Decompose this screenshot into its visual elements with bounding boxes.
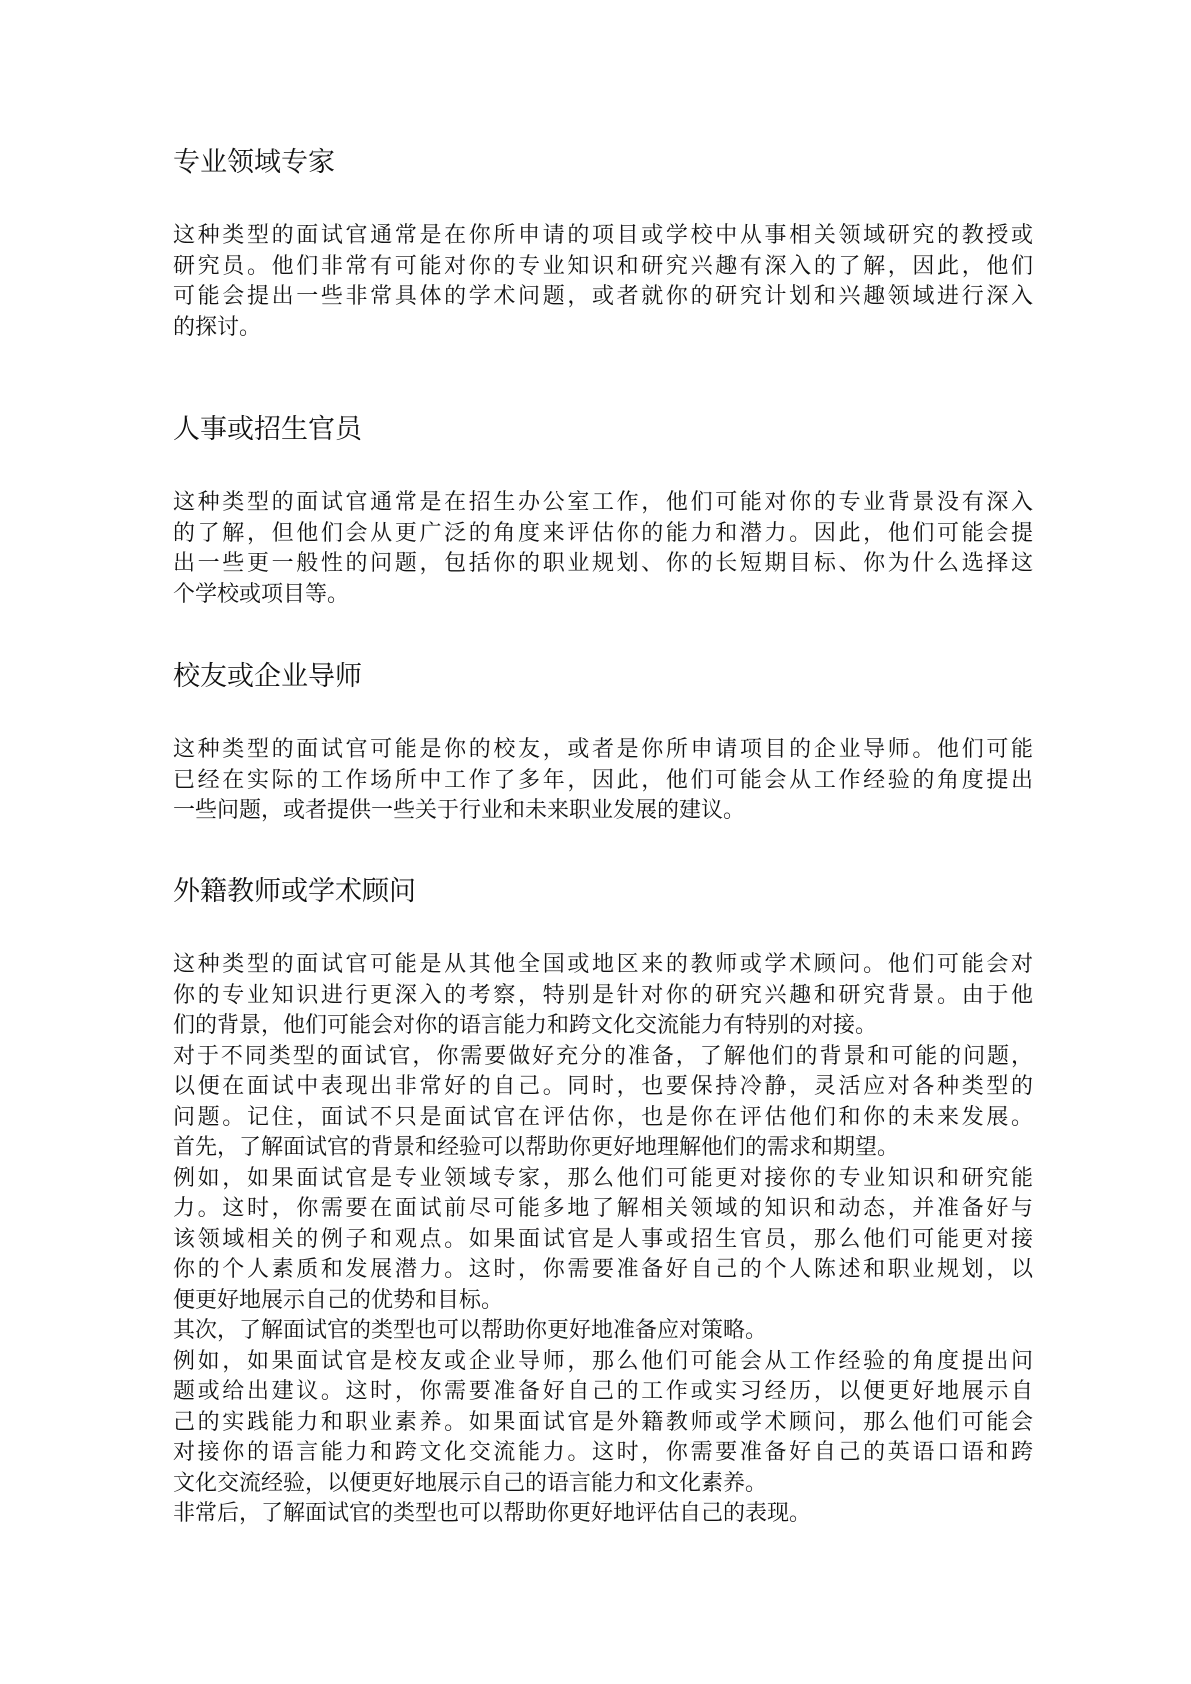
text-line: 文化交流经验，以便更好地展示自己的语言能力和文化素养。 <box>173 1470 768 1496</box>
text-line: 例如，如果面试官是校友或企业导师，那么他们可能会从工作经验的角度提出问 <box>173 1348 1033 1374</box>
text-line: 你的专业知识进行更深入的考察，特别是针对你的研究兴趣和研究背景。由于他 <box>173 982 1033 1008</box>
text-line: 你的个人素质和发展潜力。这时，你需要准备好自己的个人陈述和职业规划，以 <box>173 1257 1033 1282</box>
text-line: 非常后，了解面试官的类型也可以帮助你更好地评估自己的表现。 <box>173 1501 812 1526</box>
section-heading-admissions: 人事或招生官员 <box>173 414 362 445</box>
section-paragraph-admissions <box>173 488 1033 610</box>
text-line: 例如，如果面试官是专业领域专家，那么他们可能更对接你的专业知识和研究能 <box>173 1165 1033 1191</box>
text-line: 力。这时，你需要在面试前尽可能多地了解相关领域的知识和动态，并准备好与 <box>173 1196 1033 1221</box>
section-paragraph-foreign-advisor <box>173 950 1033 1530</box>
text-line: 对接你的语言能力和跨文化交流能力。这时，你需要准备好自己的英语口语和跨 <box>173 1440 1033 1465</box>
section-paragraph-specialist <box>173 221 1033 343</box>
text-line: 已经在实际的工作场所中工作了多年，因此，他们可能会从工作经验的角度提出 <box>173 767 1033 793</box>
text-line: 的探讨。 <box>173 314 262 340</box>
text-line: 一些问题，或者提供一些关于行业和未来职业发展的建议。 <box>173 798 746 823</box>
section-heading-alumni: 校友或企业导师 <box>173 661 362 692</box>
text-line: 这种类型的面试官通常是在你所申请的项目或学校中从事相关领域研究的教授或 <box>173 223 1033 248</box>
text-line: 首先，了解面试官的背景和经验可以帮助你更好地理解他们的需求和期望。 <box>173 1135 900 1160</box>
text-line: 己的实践能力和职业素养。如果面试官是外籍教师或学术顾问，那么他们可能会 <box>173 1409 1033 1435</box>
text-line: 便更好地展示自己的优势和目标。 <box>173 1287 504 1313</box>
text-line: 可能会提出一些非常具体的学术问题，或者就你的研究计划和兴趣领域进行深入 <box>173 284 1033 309</box>
text-line: 其次，了解面试官的类型也可以帮助你更好地准备应对策略。 <box>173 1318 768 1343</box>
section-heading-specialist: 专业领域专家 <box>173 147 335 178</box>
text-line: 这种类型的面试官通常是在招生办公室工作，他们可能对你的专业背景没有深入 <box>173 490 1033 515</box>
section-paragraph-alumni <box>173 735 1033 827</box>
text-line: 个学校或项目等。 <box>173 581 350 607</box>
text-line: 的了解，但他们会从更广泛的角度来评估你的能力和潜力。因此，他们可能会提 <box>173 520 1033 546</box>
text-line: 们的背景，他们可能会对你的语言能力和跨文化交流能力有特别的对接。 <box>173 1013 878 1038</box>
text-line: 以便在面试中表现出非常好的自己。同时，也要保持冷静，灵活应对各种类型的 <box>173 1074 1033 1099</box>
text-line: 问题。记住，面试不只是面试官在评估你，也是你在评估他们和你的未来发展。 <box>173 1104 1033 1130</box>
text-line: 研究员。他们非常有可能对你的专业知识和研究兴趣有深入的了解，因此，他们 <box>173 253 1033 279</box>
section-heading-foreign-advisor: 外籍教师或学术顾问 <box>173 876 416 907</box>
text-line: 这种类型的面试官可能是从其他全国或地区来的教师或学术顾问。他们可能会对 <box>173 952 1033 977</box>
text-line: 这种类型的面试官可能是你的校友，或者是你所申请项目的企业导师。他们可能 <box>173 737 1033 762</box>
text-line: 题或给出建议。这时，你需要准备好自己的工作或实习经历，以便更好地展示自 <box>173 1379 1033 1404</box>
text-line: 对于不同类型的面试官，你需要做好充分的准备，了解他们的背景和可能的问题， <box>173 1043 1033 1069</box>
text-line: 该领域相关的例子和观点。如果面试官是人事或招生官员，那么他们可能更对接 <box>173 1226 1033 1252</box>
text-line: 出一些更一般性的问题，包括你的职业规划、你的长短期目标、你为什么选择这 <box>173 551 1033 576</box>
